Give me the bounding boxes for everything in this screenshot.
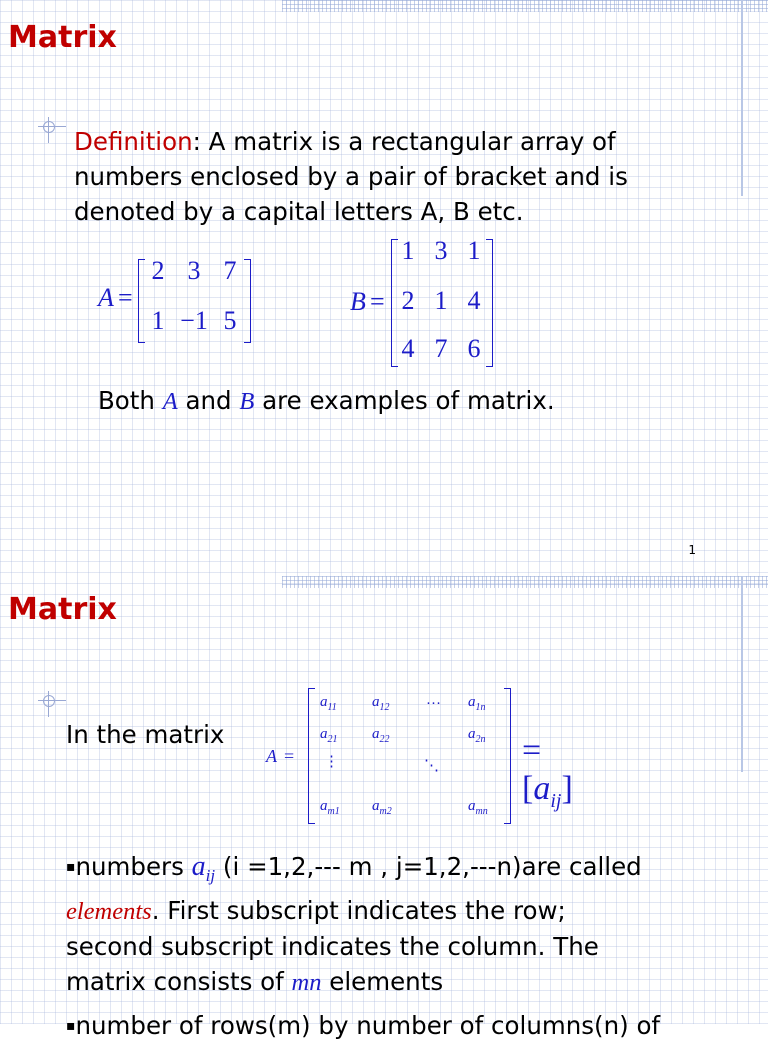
matrix-a-cell: 1 xyxy=(151,306,165,335)
elements-line-3: second subscript indicates the column. The xyxy=(66,931,599,961)
compact-notation: = $[a_{ij}]$ xyxy=(522,732,573,812)
bullet-ornament-icon xyxy=(38,691,68,721)
bullet-square-icon: ▪ xyxy=(66,859,76,875)
both-b: B xyxy=(239,388,255,415)
matrix-b-equals: = xyxy=(370,287,385,316)
elements-word: elements xyxy=(66,897,152,925)
definition-paragraph xyxy=(74,124,628,229)
element-amn: $a_{mn}$ xyxy=(468,798,488,817)
element-am2: $a_{m2}$ xyxy=(372,798,392,817)
slide-right-rule xyxy=(741,0,743,196)
matrix-a-cell: 7 xyxy=(223,256,237,285)
elements-paragraph xyxy=(66,849,756,1000)
element-a2n: $a_{2n}$ xyxy=(468,726,486,745)
matrix-b-cell: 1 xyxy=(434,286,448,315)
definition-line-1: Definition: A matrix is a rectangular array of xyxy=(74,127,616,156)
matrix-a-name: A xyxy=(98,283,114,312)
page-number: 1 xyxy=(688,543,696,557)
both-examples-sentence: Both A and B are examples of matrix. xyxy=(98,386,555,415)
general-matrix-equals: = xyxy=(284,746,295,766)
matrix-b-cell: 1 xyxy=(467,236,481,265)
element-a21: $a_{21}$ xyxy=(320,726,338,745)
slide-header-band xyxy=(282,576,768,588)
elements-line-4: matrix consists of mn elements xyxy=(66,966,444,996)
matrix-b-cell: 7 xyxy=(434,334,448,363)
matrix-a-cell: 2 xyxy=(151,256,165,285)
matrix-a-equals: = xyxy=(118,283,133,312)
matrix-b-cell: 3 xyxy=(434,236,448,265)
bullet-ornament-icon xyxy=(38,117,68,147)
general-matrix-left-bracket xyxy=(308,688,315,824)
element-a22: $a_{22}$ xyxy=(372,726,390,745)
general-matrix xyxy=(266,684,596,834)
element-am1: $a_{m1}$ xyxy=(320,798,340,817)
diagonal-dots: ⋱ xyxy=(424,758,439,774)
rows-by-columns-line: ▪number of rows(m) by number of columns(n) of xyxy=(66,1011,661,1040)
matrix-b-cell: 6 xyxy=(467,334,481,363)
slide-header-band xyxy=(282,0,768,12)
slide-right-rule xyxy=(741,576,743,772)
slide-2 xyxy=(0,572,768,1040)
matrix-a-cell: −1 xyxy=(180,306,208,335)
matrix-b-cell: 4 xyxy=(467,286,481,315)
matrix-b-cell: 4 xyxy=(401,334,415,363)
element-a1n: $a_{1n}$ xyxy=(468,694,486,713)
element-a12: $a_{12}$ xyxy=(372,694,390,713)
in-the-matrix-label: In the matrix xyxy=(66,720,225,749)
horizontal-dots: … xyxy=(426,692,441,708)
matrix-b-name: B xyxy=(350,287,366,316)
matrix-b-cell: 2 xyxy=(401,286,415,315)
general-matrix-name: A xyxy=(266,746,277,766)
slide-title: Matrix xyxy=(8,592,117,627)
both-a: A xyxy=(162,388,178,415)
aij-symbol: a xyxy=(191,851,206,882)
slide-title: Matrix xyxy=(8,20,117,55)
matrix-b-cell: 1 xyxy=(401,236,415,265)
definition-label: Definition xyxy=(74,127,193,156)
matrix-a-cell: 5 xyxy=(223,306,237,335)
elements-line-2: elements. First subscript indicates the row; xyxy=(66,895,566,925)
matrix-a xyxy=(98,256,268,346)
general-matrix-right-bracket xyxy=(504,688,511,824)
matrix-b xyxy=(350,236,510,370)
matrix-a-cell: 3 xyxy=(187,256,201,285)
mn-symbol: mn xyxy=(291,968,322,996)
element-a11: $a_{11}$ xyxy=(320,694,337,713)
definition-line-3: denoted by a capital letters A, B etc. xyxy=(74,197,524,226)
bullet-square-icon: ▪ xyxy=(66,1018,76,1034)
definition-line-2: numbers enclosed by a pair of bracket and is xyxy=(74,162,628,191)
elements-line-1: ▪numbers $a_{ij}$ (i =1,2,--- m , j=1,2,---n)are called xyxy=(66,851,642,885)
vertical-dots: ⋮ xyxy=(324,754,339,770)
